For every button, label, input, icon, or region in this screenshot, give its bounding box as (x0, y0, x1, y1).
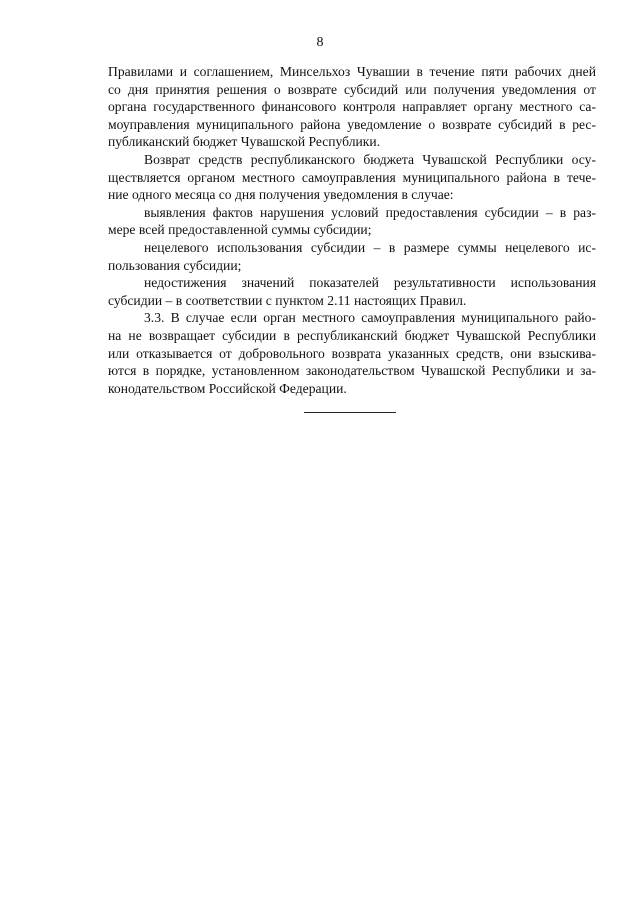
paragraph-line: мере всей предоставленной суммы субсидии; (108, 222, 372, 238)
paragraph-line: публиканский бюджет Чувашской Республики. (108, 134, 381, 150)
end-separator-line (304, 412, 396, 413)
paragraph-line: органа государственного финансового контроля направляет органу местного са- (108, 99, 596, 115)
paragraph-line: нецелевого использования субсидии – в размере суммы нецелевого ис- (144, 239, 596, 255)
paragraph-line: Правилами и соглашением, Минсельхоз Чувашии в течение пяти рабочих дней (108, 64, 596, 79)
paragraph-line: моуправления муниципального района уведомление о возврате субсидий в рес- (108, 116, 596, 132)
paragraph-line: ние одного месяца со дня получения уведомления в случае: (108, 187, 454, 203)
paragraph-line: недостижения значений показателей результативности использования (144, 275, 596, 291)
paragraph-line: Возврат средств республиканского бюджета Чувашской Республики осу- (144, 151, 596, 167)
page-number: 8 (316, 35, 324, 50)
paragraph-line: выявления фактов нарушения условий предоставления субсидии – в раз- (144, 204, 596, 220)
paragraph-line: конодательством Российской Федерации. (108, 380, 347, 396)
paragraph-line: пользования субсидии; (108, 257, 242, 273)
paragraph-line: со дня принятия решения о возврате субсидий или получения уведомления от (108, 81, 596, 97)
paragraph-line: или отказывается от добровольного возврата указанных средств, они взыскива- (108, 345, 596, 361)
paragraph-line: ются в порядке, установленном законодательством Чувашской Республики и за- (108, 363, 596, 379)
paragraph-line: субсидии – в соответствии с пунктом 2.11 настоящих Правил. (108, 292, 467, 308)
paragraph-line: 3.3. В случае если орган местного самоуправления муниципального райо- (144, 310, 596, 326)
paragraph-line: ществляется органом местного самоуправления муниципального района в тече- (108, 169, 596, 185)
document-body (108, 63, 596, 397)
paragraph-line: на не возвращает субсидии в республиканский бюджет Чувашской Республики (108, 327, 596, 343)
